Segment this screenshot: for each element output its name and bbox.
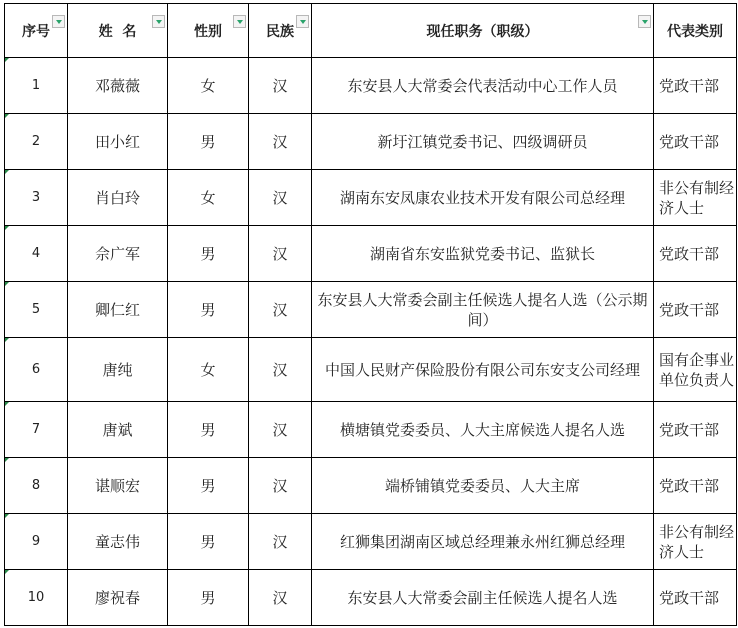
cell-ethnicity[interactable]: 汉 xyxy=(249,570,312,626)
header-ethnicity xyxy=(249,4,312,58)
header-seq xyxy=(5,4,68,58)
filter-dropdown-icon[interactable] xyxy=(233,15,246,28)
cell-gender[interactable]: 女 xyxy=(168,170,249,226)
cell-position[interactable]: 红狮集团湖南区域总经理兼永州红狮总经理 xyxy=(312,514,654,570)
cell-gender[interactable]: 男 xyxy=(168,226,249,282)
table-row xyxy=(5,114,737,170)
cell-seq[interactable]: 9 xyxy=(5,514,68,570)
cell-category[interactable]: 党政干部 xyxy=(654,58,737,114)
table-row xyxy=(5,282,737,338)
table-row xyxy=(5,338,737,402)
cell-seq[interactable]: 8 xyxy=(5,458,68,514)
header-gender-label: 性别 xyxy=(194,23,222,40)
cell-name[interactable]: 卿仁红 xyxy=(68,282,168,338)
cell-ethnicity[interactable]: 汉 xyxy=(249,338,312,402)
cell-name[interactable]: 肖白玲 xyxy=(68,170,168,226)
cell-seq[interactable]: 2 xyxy=(5,114,68,170)
cell-name[interactable]: 佘广军 xyxy=(68,226,168,282)
cell-position[interactable]: 横塘镇党委委员、人大主席候选人提名人选 xyxy=(312,402,654,458)
cell-seq[interactable]: 3 xyxy=(5,170,68,226)
cell-name[interactable]: 谌顺宏 xyxy=(68,458,168,514)
cell-seq[interactable]: 10 xyxy=(5,570,68,626)
cell-seq[interactable]: 5 xyxy=(5,282,68,338)
header-position-label: 现任职务（职级） xyxy=(426,23,539,40)
header-gender xyxy=(168,4,249,58)
cell-gender[interactable]: 男 xyxy=(168,114,249,170)
cell-name[interactable]: 童志伟 xyxy=(68,514,168,570)
cell-ethnicity[interactable]: 汉 xyxy=(249,114,312,170)
cell-position[interactable]: 东安县人大常委会副主任候选人提名人选 xyxy=(312,570,654,626)
table-row xyxy=(5,226,737,282)
cell-ethnicity[interactable]: 汉 xyxy=(249,58,312,114)
cell-seq[interactable]: 1 xyxy=(5,58,68,114)
cell-category[interactable]: 党政干部 xyxy=(654,570,737,626)
cell-name[interactable]: 唐纯 xyxy=(68,338,168,402)
cell-ethnicity[interactable]: 汉 xyxy=(249,402,312,458)
cell-category[interactable]: 党政干部 xyxy=(654,402,737,458)
cell-category[interactable]: 非公有制经济人士 xyxy=(654,170,737,226)
representatives-table xyxy=(4,3,737,626)
header-category xyxy=(654,4,737,58)
cell-name[interactable]: 田小红 xyxy=(68,114,168,170)
cell-gender[interactable]: 男 xyxy=(168,514,249,570)
cell-seq[interactable]: 7 xyxy=(5,402,68,458)
header-seq-label: 序号 xyxy=(22,23,50,40)
cell-gender[interactable]: 男 xyxy=(168,570,249,626)
filter-dropdown-icon[interactable] xyxy=(296,15,309,28)
cell-gender[interactable]: 男 xyxy=(168,402,249,458)
table-row xyxy=(5,514,737,570)
filter-dropdown-icon[interactable] xyxy=(52,15,65,28)
cell-ethnicity[interactable]: 汉 xyxy=(249,170,312,226)
cell-gender[interactable]: 男 xyxy=(168,282,249,338)
header-name xyxy=(68,4,168,58)
header-category-label: 代表类别 xyxy=(667,23,723,40)
header-row xyxy=(5,4,737,58)
filter-dropdown-icon[interactable] xyxy=(638,15,651,28)
cell-gender[interactable]: 女 xyxy=(168,58,249,114)
cell-category[interactable]: 党政干部 xyxy=(654,282,737,338)
header-ethnicity-label: 民族 xyxy=(266,23,294,40)
cell-position[interactable]: 中国人民财产保险股份有限公司东安支公司经理 xyxy=(312,338,654,402)
table-row xyxy=(5,402,737,458)
cell-ethnicity[interactable]: 汉 xyxy=(249,514,312,570)
cell-position[interactable]: 湖南省东安监狱党委书记、监狱长 xyxy=(312,226,654,282)
cell-ethnicity[interactable]: 汉 xyxy=(249,282,312,338)
cell-category[interactable]: 党政干部 xyxy=(654,226,737,282)
cell-seq[interactable]: 4 xyxy=(5,226,68,282)
cell-name[interactable]: 邓薇薇 xyxy=(68,58,168,114)
cell-gender[interactable]: 男 xyxy=(168,458,249,514)
cell-category[interactable]: 国有企事业单位负责人 xyxy=(654,338,737,402)
cell-ethnicity[interactable]: 汉 xyxy=(249,226,312,282)
cell-position[interactable]: 湖南东安凤康农业技术开发有限公司总经理 xyxy=(312,170,654,226)
cell-gender[interactable]: 女 xyxy=(168,338,249,402)
cell-category[interactable]: 党政干部 xyxy=(654,458,737,514)
table-row xyxy=(5,458,737,514)
cell-category[interactable]: 党政干部 xyxy=(654,114,737,170)
table-row xyxy=(5,170,737,226)
cell-name[interactable]: 廖祝春 xyxy=(68,570,168,626)
header-position xyxy=(312,4,654,58)
cell-position[interactable]: 新圩江镇党委书记、四级调研员 xyxy=(312,114,654,170)
header-name-label: 姓 名 xyxy=(98,23,137,40)
table-row xyxy=(5,570,737,626)
filter-dropdown-icon[interactable] xyxy=(152,15,165,28)
cell-position[interactable]: 东安县人大常委会代表活动中心工作人员 xyxy=(312,58,654,114)
cell-position[interactable]: 端桥铺镇党委委员、人大主席 xyxy=(312,458,654,514)
table-row xyxy=(5,58,737,114)
cell-category[interactable]: 非公有制经济人士 xyxy=(654,514,737,570)
cell-seq[interactable]: 6 xyxy=(5,338,68,402)
cell-position[interactable]: 东安县人大常委会副主任候选人提名人选（公示期间） xyxy=(312,282,654,338)
cell-ethnicity[interactable]: 汉 xyxy=(249,458,312,514)
cell-name[interactable]: 唐斌 xyxy=(68,402,168,458)
